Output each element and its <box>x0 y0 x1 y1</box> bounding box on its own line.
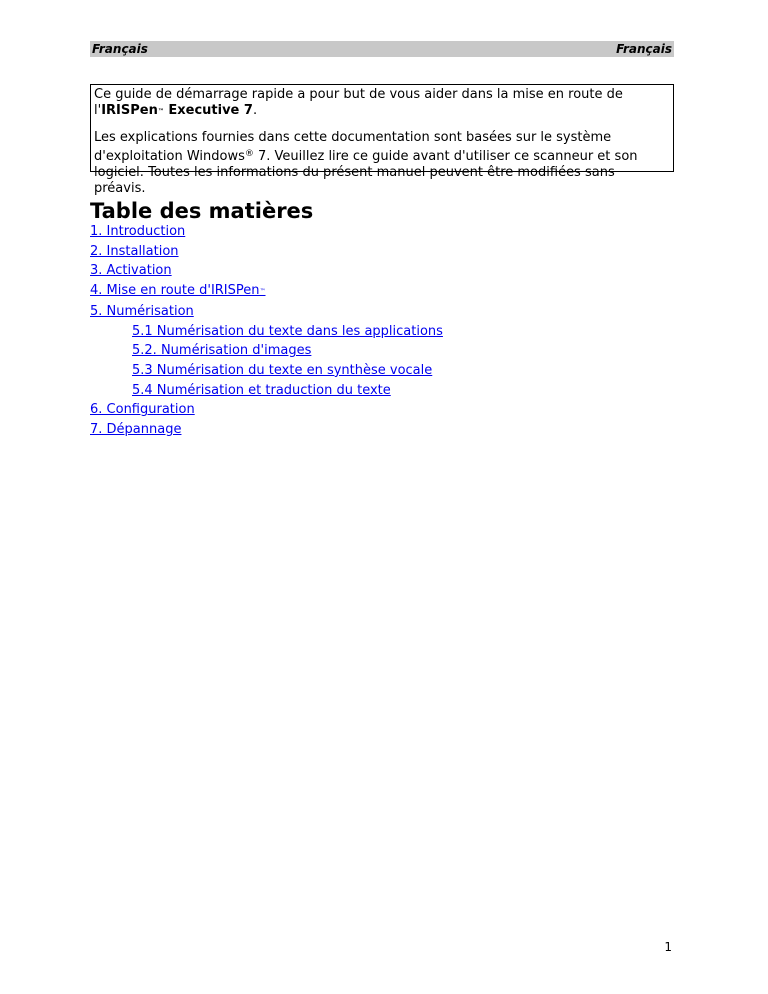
toc-link-numerisation[interactable]: 5. Numérisation <box>90 303 194 319</box>
toc-subitem <box>90 322 443 342</box>
registered-symbol: ® <box>244 149 254 159</box>
toc-title: Table des matières <box>90 199 314 223</box>
toc-link-mise-en-route[interactable] <box>90 283 266 298</box>
toc-link-introduction[interactable]: 1. Introduction <box>90 224 186 239</box>
toc-list <box>90 222 443 440</box>
trademark-symbol: ™ <box>157 108 164 115</box>
toc-link-installation[interactable]: 2. Installation <box>90 243 179 259</box>
intro-text-3: 7. Veuillez lire ce guide avant d'utiliser ce scanneur et son logiciel. Toutes les informations du présent manuel peuvent être modifiées sans préavis. <box>94 149 638 196</box>
toc-link-numerisation-applications[interactable]: 5.1 Numérisation du texte dans les applications <box>132 323 443 339</box>
toc-link-activation[interactable]: 3. Activation <box>90 263 172 279</box>
toc-item <box>90 302 443 322</box>
product-name: Executive 7 <box>163 103 253 118</box>
toc-subitem <box>90 381 443 401</box>
toc-subitem <box>90 361 443 381</box>
toc-item <box>90 281 443 302</box>
toc-link-depannage[interactable]: 7. Dépannage <box>90 422 182 438</box>
toc-trademark-symbol: ™ <box>259 288 266 296</box>
toc-item <box>90 242 443 262</box>
toc-link-mise-en-route-label: 4. Mise en route d'IRISPen <box>90 283 260 299</box>
header-language-left: Français <box>92 42 148 56</box>
intro-text: Ce guide de démarrage rapide a pour but de vous aider dans la mise en route de l' <box>94 87 623 118</box>
toc-link-traduction[interactable]: 5.4 Numérisation et traduction du texte <box>132 382 391 398</box>
intro-box <box>90 84 674 196</box>
toc-item <box>90 400 443 420</box>
intro-period: . <box>252 103 258 118</box>
toc-link-numerisation-images[interactable]: 5.2. Numérisation d'images <box>132 343 312 359</box>
toc-link-synthese-vocale[interactable]: 5.3 Numérisation du texte en synthèse vocale <box>132 362 433 378</box>
intro-text-2: Les explications fournies dans cette documentation sont basées sur le système d'exploitation Windows <box>94 130 612 164</box>
toc-link-configuration[interactable]: 6. Configuration <box>90 402 195 418</box>
intro-paragraph-1 <box>94 87 670 120</box>
page-header <box>90 41 674 57</box>
toc-item <box>90 222 443 242</box>
intro-paragraph-2 <box>94 130 670 197</box>
toc-subitem <box>90 341 443 361</box>
toc-item <box>90 420 443 440</box>
brand-name: IRISPen <box>101 103 158 118</box>
toc-item <box>90 261 443 281</box>
header-language-right: Français <box>616 42 672 56</box>
page-number: 1 <box>664 940 672 954</box>
